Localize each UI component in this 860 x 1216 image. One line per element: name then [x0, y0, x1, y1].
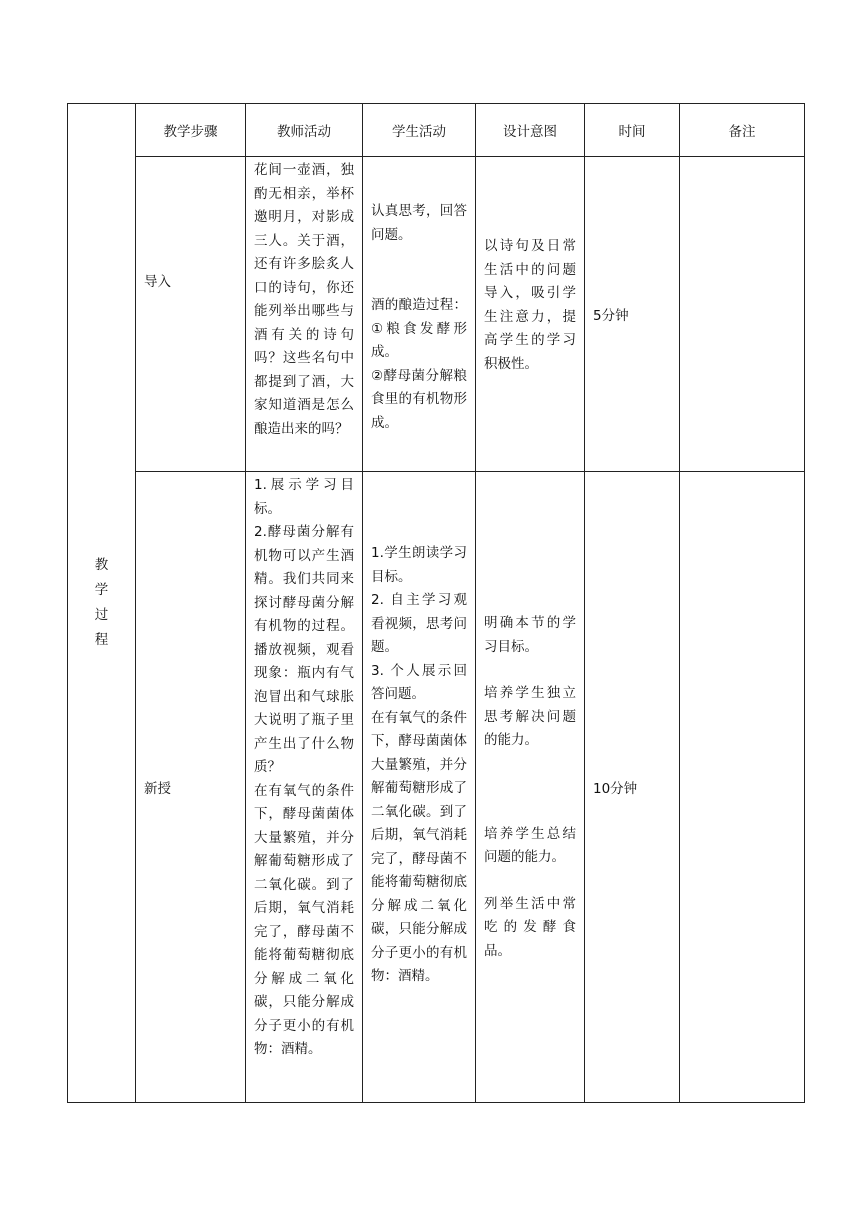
time-cell: 5分钟	[585, 157, 680, 472]
header-time: 时间	[585, 104, 680, 157]
header-intent: 设计意图	[476, 104, 585, 157]
student-activity	[363, 472, 476, 1103]
table-row-new	[68, 472, 805, 1103]
teacher-activity	[246, 472, 363, 1103]
header-teacher: 教师活动	[246, 104, 363, 157]
design-intent	[476, 157, 585, 472]
lesson-plan-table	[67, 103, 805, 1103]
step-label: 导入	[144, 274, 171, 290]
header-row	[68, 104, 805, 157]
note-cell	[680, 472, 805, 1103]
time-cell: 10分钟	[585, 472, 680, 1103]
section-label: 教学过程	[94, 557, 109, 648]
student-text-1: 1.学生朗读学习目标。	[371, 545, 467, 585]
note-cell	[680, 157, 805, 472]
header-student: 学生活动	[363, 104, 476, 157]
table-row-intro	[68, 157, 805, 472]
header-note: 备注	[680, 104, 805, 157]
step-cell	[136, 157, 246, 472]
student-text-1: 认真思考，回答问题。	[371, 203, 467, 243]
teacher-activity: 花间一壶酒，独酌无相亲，举杯邀明月，对影成三人。关于酒，还有许多脍炙人口的诗句，你还能列举出哪些与酒有关的诗句吗？这些名句中都提到了酒，大家知道酒是怎么酿造出来的吗？	[246, 157, 363, 472]
student-text-2: 酒的酿造过程：①粮食发酵形成。	[371, 297, 467, 360]
intent-text-3: 培养学生总结问题的能力。	[484, 825, 576, 865]
student-text-3: 3. 个人展示回答问题。	[371, 662, 467, 702]
teacher-text-1: 1.展示学习目标。	[254, 477, 354, 517]
teacher-text-2: 2.酵母菌分解有机物可以产生酒精。我们共同来探讨酵母菌分解有机物的过程。播放视频，观看现象：瓶内有气泡冒出和气球胀大说明了瓶子里产生出了什么物质？	[254, 524, 354, 775]
intent-text-2: 培养学生独立思考解决问题的能力。	[484, 685, 576, 748]
intent-text: 以诗句及日常生活中的问题导入，吸引学生注意力，提高学生的学习积极性。	[484, 238, 576, 372]
intent-text-1: 明确本节的学习目标。	[484, 615, 576, 655]
teacher-text-3: 在有氧气的条件下，酵母菌菌体大量繁殖，并分解葡萄糖形成了二氧化碳。到了后期，氧气消耗完了，酵母菌不能将葡萄糖彻底分解成二氧化碳，只能分解成分子更小的有机物：酒精。	[254, 782, 354, 1057]
student-activity	[363, 157, 476, 472]
student-text-4: 在有氧气的条件下，酵母菌菌体大量繁殖，并分解葡萄糖形成了二氧化碳。到了后期，氧气消耗完了，酵母菌不能将葡萄糖彻底分解成二氧化碳，只能分解成分子更小的有机物：酒精。	[371, 709, 467, 984]
section-label-cell	[68, 104, 136, 1103]
design-intent	[476, 472, 585, 1103]
step-cell: 新授	[136, 472, 246, 1103]
header-step: 教学步骤	[136, 104, 246, 157]
student-text-2: 2. 自主学习观看视频，思考问题。	[371, 592, 467, 655]
intent-text-4: 列举生活中常吃的发酵食品。	[484, 895, 576, 959]
student-text-3: ②酵母菌分解粮食里的有机物形成。	[371, 367, 467, 431]
